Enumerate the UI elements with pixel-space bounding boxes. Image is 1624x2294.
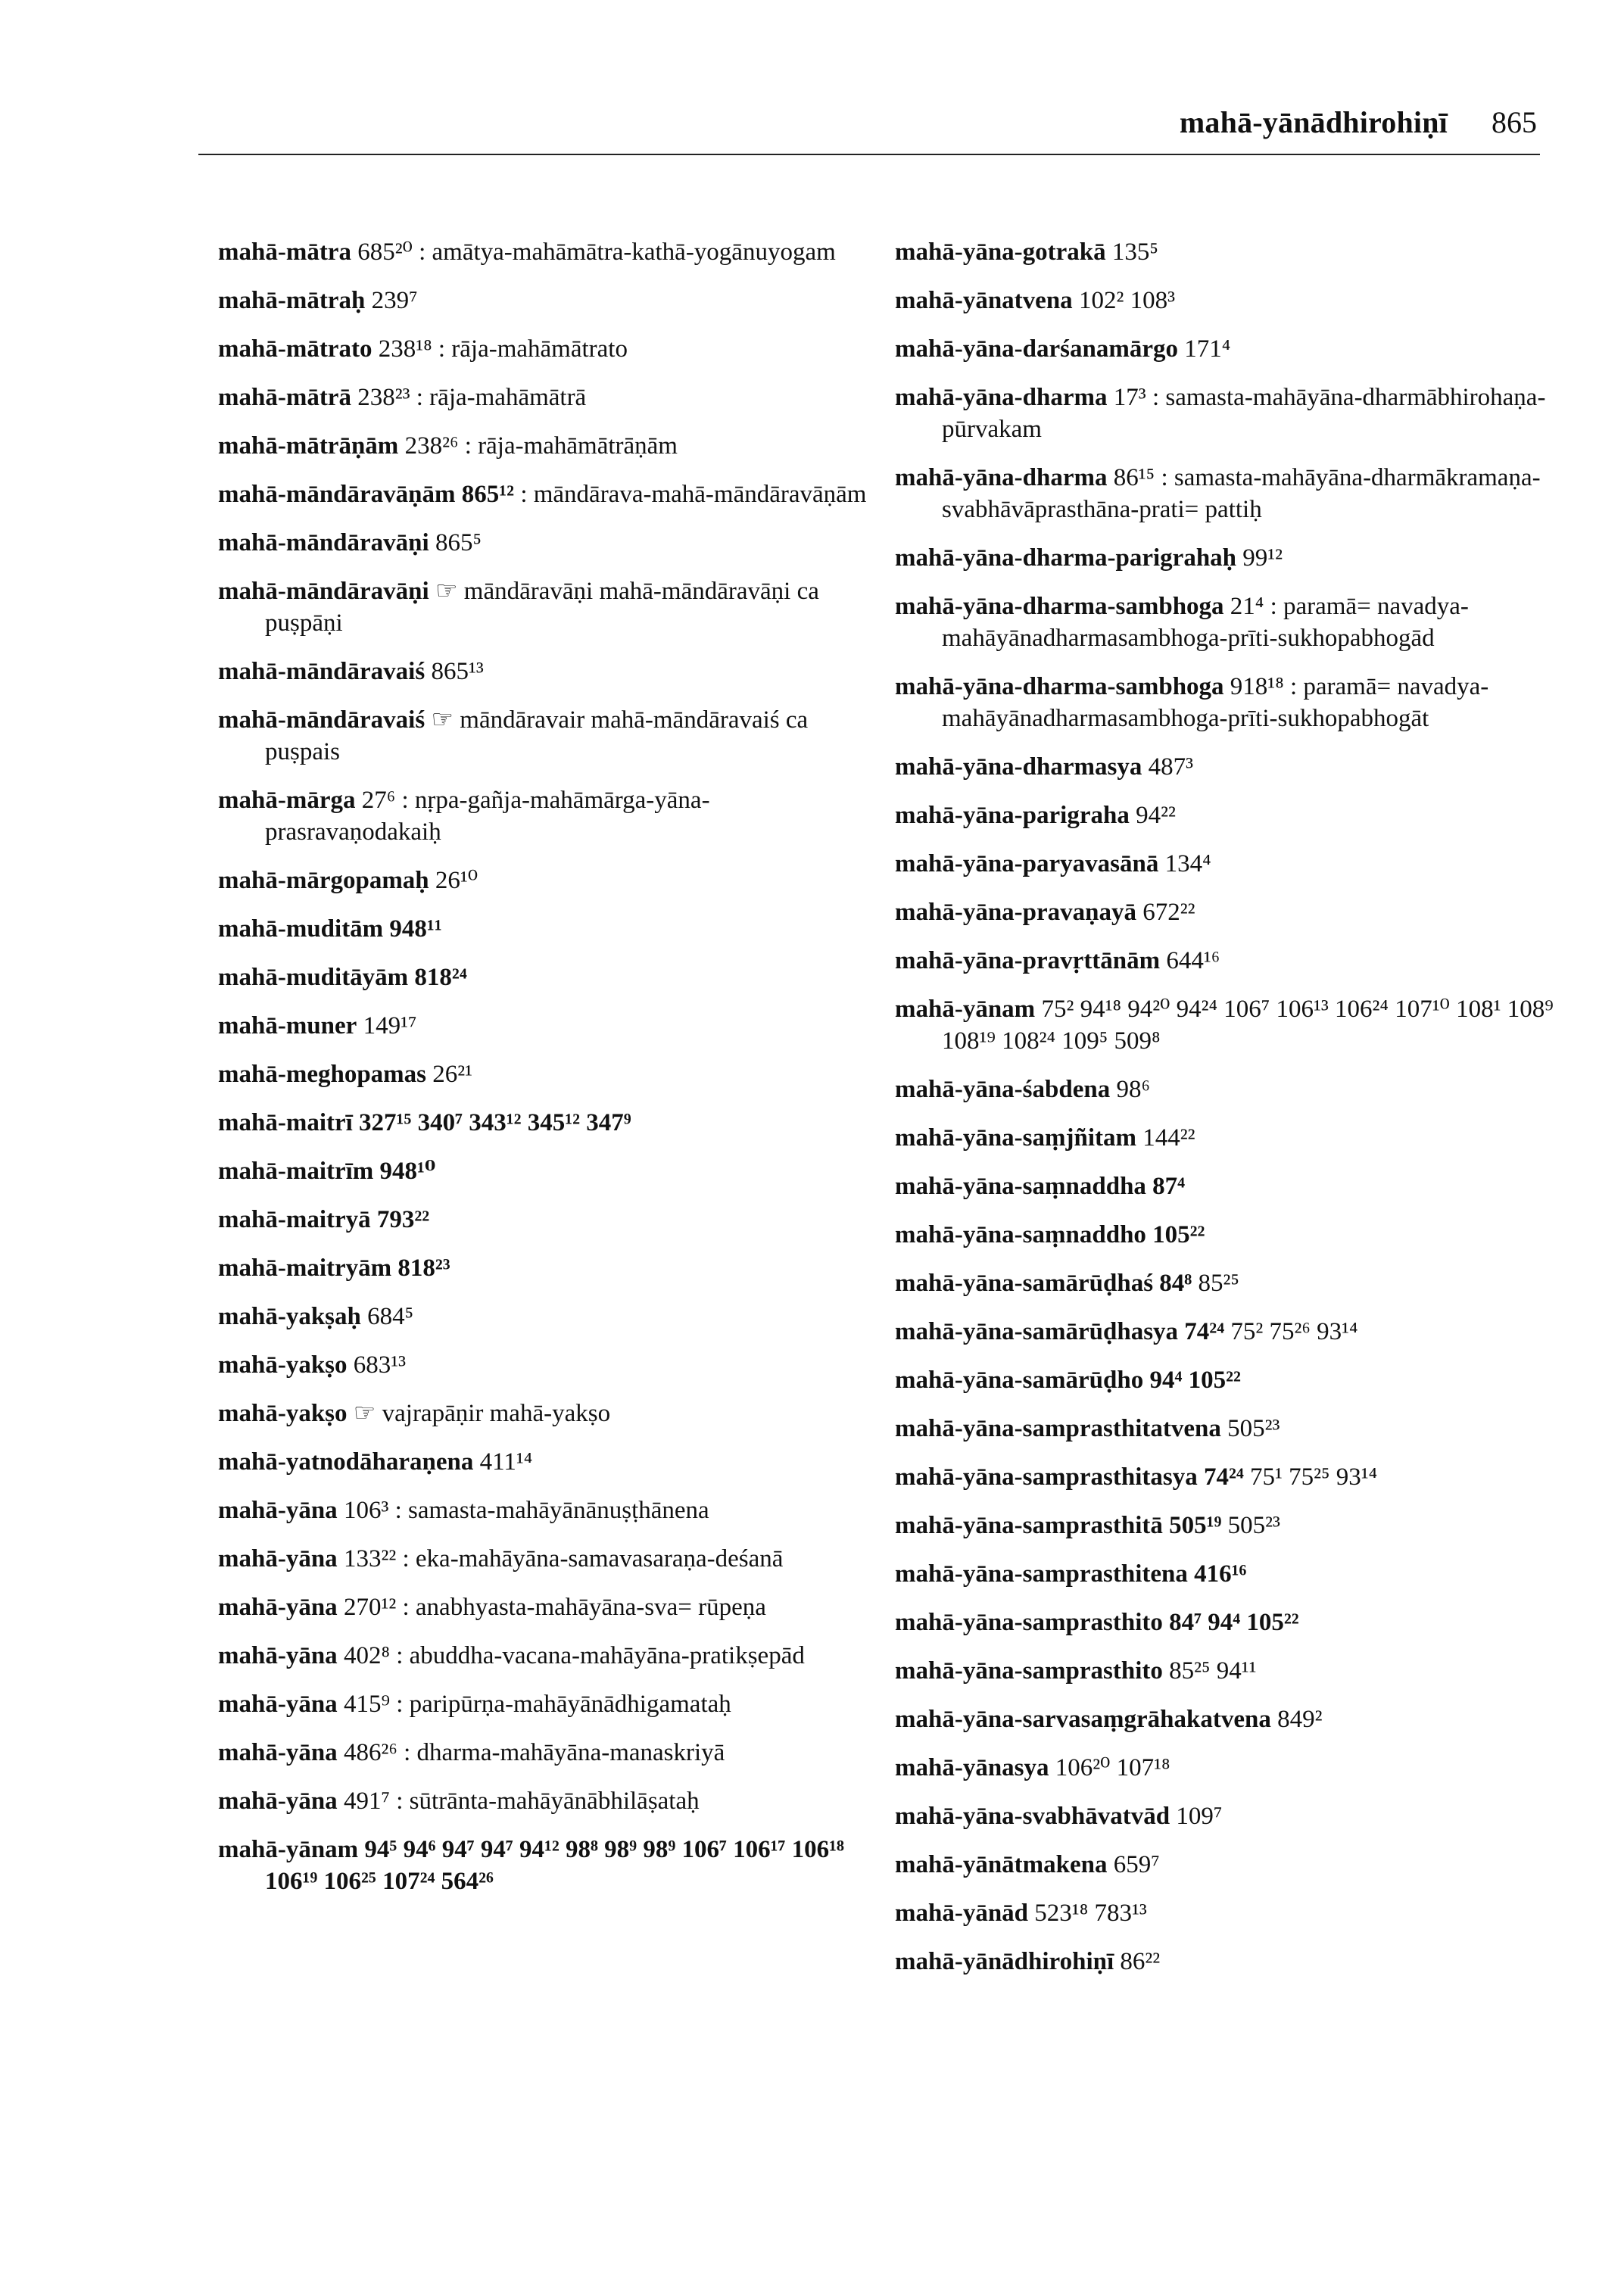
entry-headword: mahā-mātrāṇām	[218, 432, 399, 460]
header-rule	[198, 154, 1540, 155]
entry-headword: mahā-yāna	[218, 1788, 338, 1815]
index-entry	[218, 1834, 884, 1897]
entry-headword: mahā-mātrā	[218, 384, 351, 411]
index-entry	[895, 1413, 1561, 1445]
index-entry	[218, 1446, 884, 1478]
entry-headword: mahā-yāna	[218, 1545, 338, 1572]
right-column	[895, 236, 1561, 1994]
index-entry	[218, 1688, 884, 1720]
running-head	[1113, 104, 1537, 140]
entry-gloss: : samasta-mahāyānānuṣṭhānena	[394, 1497, 709, 1524]
entry-headword: mahā-yānād	[895, 1900, 1029, 1927]
index-entry	[218, 1252, 884, 1284]
entry-gloss: : rāja-mahāmātrā	[416, 384, 587, 411]
index-entry	[218, 962, 884, 993]
entry-gloss: : paripūrṇa-mahāyānādhigamataḥ	[396, 1691, 731, 1718]
entry-references: 109⁷	[1176, 1803, 1223, 1830]
index-entry	[218, 1495, 884, 1526]
entry-headword: mahā-yakṣaḥ	[218, 1303, 361, 1330]
index-entry	[895, 1316, 1561, 1348]
entry-references: ☞	[431, 706, 454, 734]
entry-gloss: : rāja-mahāmātrāṇām	[464, 432, 678, 460]
entry-references: 86²²	[1120, 1948, 1161, 1975]
index-entry	[895, 382, 1561, 445]
entry-references: 26²¹	[432, 1061, 473, 1088]
entry-references: 402⁸	[343, 1642, 390, 1669]
entry-gloss: : dharma-mahāyāna-manaskriyā	[404, 1739, 725, 1766]
index-entry	[895, 896, 1561, 928]
entry-references: 26¹⁰	[435, 867, 478, 894]
entry-headword: mahā-yāna-samprasthito 84⁷ 94⁴ 105²²	[895, 1609, 1299, 1636]
index-entry	[218, 1155, 884, 1187]
entry-headword: mahā-yāna-samārūḍho 94⁴ 105²²	[895, 1367, 1241, 1394]
index-entry	[895, 1510, 1561, 1541]
entry-gloss: māndāravair mahā-māndāravaiś ca puṣpais	[265, 706, 809, 765]
index-entry	[895, 591, 1561, 654]
entry-references: 17³	[1113, 384, 1146, 411]
entry-references: 486²⁶	[343, 1739, 397, 1766]
entry-references: 85²⁵	[1198, 1270, 1239, 1297]
entry-headword: mahā-mātraḥ	[218, 287, 366, 314]
entry-headword: mahā-yānam	[895, 996, 1036, 1023]
index-entry	[895, 1461, 1561, 1493]
entry-references: 106²⁰	[1055, 1754, 1111, 1781]
entry-headword: mahā-yāna-samprasthitā 505¹⁹	[895, 1512, 1222, 1539]
entry-references: 135⁵	[1111, 238, 1158, 266]
entry-headword: mahā-yānam 94⁵ 94⁶ 94⁷ 94⁷ 94¹² 98⁸ 98⁹ 98⁹ 106⁷ 106¹⁷ 106¹⁸ 106¹⁹ 106²⁵ 107²⁴ 564²⁶	[218, 1836, 844, 1895]
entry-headword: mahā-muner	[218, 1012, 357, 1039]
index-entry	[895, 333, 1561, 365]
entry-headword: mahā-yāna-dharmasya	[895, 753, 1142, 781]
entry-headword: mahā-māndāravāṇi	[218, 578, 429, 605]
entry-gloss: : samasta-mahāyāna-dharmākramaṇa-svabhāvāprasthāna-prati= pattiḥ	[942, 464, 1541, 523]
entry-headword: mahā-yāna-samprasthitatvena	[895, 1415, 1221, 1442]
entry-references: 487³	[1148, 753, 1194, 781]
entry-headword: mahā-yakṣo	[218, 1400, 348, 1427]
left-column	[218, 236, 884, 1914]
entry-references: 133²²	[343, 1545, 397, 1572]
entry-references: 239⁷	[371, 287, 418, 314]
entry-gloss: : abuddha-vacana-mahāyāna-pratikṣepād	[396, 1642, 805, 1669]
entry-headword: mahā-maitrī 327¹⁵ 340⁷ 343¹² 345¹² 347⁹	[218, 1109, 631, 1136]
entry-headword: mahā-yāna-samprasthitena 416¹⁶	[895, 1560, 1247, 1588]
entry-headword: mahā-yānādhirohiṇī	[895, 1948, 1114, 1975]
entry-gloss: 75²⁶ 93¹⁴	[1269, 1318, 1358, 1345]
index-entry	[218, 430, 884, 462]
entry-references: 505²³	[1227, 1512, 1280, 1539]
entry-headword: mahā-yāna-dharma	[895, 464, 1108, 491]
entry-references: 683¹³	[353, 1351, 407, 1379]
entry-headword: mahā-mārgopamaḥ	[218, 867, 429, 894]
index-entry	[895, 462, 1561, 525]
index-entry	[895, 1752, 1561, 1784]
entry-headword: mahā-mātra	[218, 238, 351, 266]
entry-references: 644¹⁶	[1166, 947, 1220, 974]
index-entry	[218, 784, 884, 848]
index-entry	[895, 671, 1561, 734]
entry-headword: mahā-yāna-samprasthitasya 74²⁴	[895, 1463, 1244, 1491]
entry-headword: mahā-yāna-svabhāvatvād	[895, 1803, 1170, 1830]
entry-references: 85²⁵ 94¹¹	[1169, 1657, 1257, 1685]
entry-headword: mahā-yatnodāharaṇena	[218, 1448, 474, 1476]
entry-gloss: : samasta-mahāyāna-dharmābhirohaṇa-pūrvakam	[942, 384, 1546, 443]
index-entry	[895, 1219, 1561, 1251]
entry-references: 94²²	[1136, 802, 1176, 829]
entry-headword: mahā-māndāravāṇi	[218, 529, 429, 556]
index-entry	[895, 542, 1561, 574]
entry-headword: mahā-māndāravaiś	[218, 658, 425, 685]
index-entry	[895, 285, 1561, 316]
index-entry	[218, 704, 884, 768]
entry-references: 238²⁶	[404, 432, 459, 460]
index-entry	[895, 848, 1561, 880]
entry-headword: mahā-muditām 948¹¹	[218, 915, 442, 943]
entry-headword: mahā-maitryām 818²³	[218, 1255, 450, 1282]
entry-references: 171⁴	[1184, 335, 1231, 363]
entry-headword: mahā-māndāravāṇām 865¹²	[218, 481, 515, 508]
entry-headword: mahā-yāna-dharma	[895, 384, 1108, 411]
entry-references: 865¹³	[431, 658, 484, 685]
entry-headword: mahā-yāna-parigraha	[895, 802, 1130, 829]
entry-gloss: māndāravāṇi mahā-māndāravāṇi ca puṣpāṇi	[265, 578, 819, 637]
entry-headword: mahā-yāna-samārūḍhasya 74²⁴	[895, 1318, 1225, 1345]
entry-references: 27⁶	[361, 787, 396, 814]
index-entry	[895, 1849, 1561, 1881]
entry-gloss: : paramā= navadya-mahāyānadharmasambhoga-prīti-sukhopabhogāt	[942, 673, 1489, 732]
index-entry	[895, 1558, 1561, 1590]
entry-references: 849²	[1277, 1706, 1323, 1733]
entry-headword: mahā-mārga	[218, 787, 356, 814]
entry-gloss: : eka-mahāyāna-samavasaraṇa-deśanā	[402, 1545, 784, 1572]
running-title: mahā-yānādhirohiṇī	[1179, 105, 1448, 139]
entry-references: 99¹²	[1242, 544, 1283, 572]
index-entry	[895, 1267, 1561, 1299]
entry-headword: mahā-yānātmakena	[895, 1851, 1108, 1878]
entry-headword: mahā-yāna-dharma-sambhoga	[895, 673, 1224, 700]
entry-references: ☞	[435, 578, 458, 605]
index-entry	[895, 236, 1561, 268]
index-entry	[218, 865, 884, 896]
entry-references: 75² 94¹⁸ 94²⁰ 94²⁴ 106⁷ 106¹³ 106²⁴ 107¹⁰ 108¹ 108⁹ 108¹⁹ 108²⁴ 109⁵ 509⁸	[942, 996, 1554, 1055]
entry-gloss: : māndārava-mahā-māndāravāṇām	[520, 481, 867, 508]
index-entry	[895, 1800, 1561, 1832]
index-entry	[218, 1301, 884, 1332]
entry-references: 134⁴	[1164, 850, 1211, 877]
index-entry	[895, 1170, 1561, 1202]
entry-gloss: : anabhyasta-mahāyāna-sva= rūpeṇa	[402, 1594, 766, 1621]
index-entry	[218, 1785, 884, 1817]
index-entry	[218, 1737, 884, 1769]
entry-references: 98⁶	[1116, 1076, 1150, 1103]
entry-headword: mahā-yānatvena	[895, 287, 1073, 314]
entry-headword: mahā-yāna-saṃnaddho 105²²	[895, 1221, 1205, 1248]
index-entry	[218, 478, 884, 510]
index-entry	[895, 1703, 1561, 1735]
entry-headword: mahā-maitryā 793²²	[218, 1206, 430, 1233]
index-entry	[218, 913, 884, 945]
index-entry	[218, 1640, 884, 1672]
index-entry	[895, 993, 1561, 1057]
entry-references: 685²⁰	[357, 238, 413, 266]
index-entry	[218, 236, 884, 268]
index-entry	[895, 799, 1561, 831]
entry-references: 102² 108³	[1078, 287, 1175, 314]
index-entry	[895, 1946, 1561, 1978]
entry-references: 411¹⁴	[479, 1448, 533, 1476]
index-entry	[218, 285, 884, 316]
entry-references: ☞	[353, 1400, 376, 1427]
index-entry	[895, 751, 1561, 783]
entry-headword: mahā-yāna-sarvasaṃgrāhakatvena	[895, 1706, 1271, 1733]
entry-references: 505²³	[1227, 1415, 1280, 1442]
entry-headword: mahā-yāna-pravaṇayā	[895, 899, 1137, 926]
index-entry	[895, 1122, 1561, 1154]
entry-headword: mahā-yāna-śabdena	[895, 1076, 1111, 1103]
entry-references: 144²²	[1142, 1124, 1195, 1152]
entry-headword: mahā-yāna-samārūḍhaś 84⁸	[895, 1270, 1192, 1297]
entry-references: 491⁷	[343, 1788, 390, 1815]
entry-headword: mahā-maitrīm 948¹⁰	[218, 1158, 436, 1185]
index-entry	[218, 1591, 884, 1623]
index-entry	[895, 1364, 1561, 1396]
entry-references: 684⁵	[367, 1303, 414, 1330]
entry-references: 523¹⁸ 783¹³	[1034, 1900, 1147, 1927]
index-entry	[218, 575, 884, 639]
entry-gloss: 107¹⁸	[1116, 1754, 1170, 1781]
index-entry	[218, 1107, 884, 1139]
entry-references: 918¹⁸	[1230, 673, 1284, 700]
index-entry	[218, 1010, 884, 1042]
entry-headword: mahā-yāna	[218, 1497, 338, 1524]
index-entry	[218, 527, 884, 559]
entry-references: 659⁷	[1113, 1851, 1160, 1878]
entry-headword: mahā-yānasya	[895, 1754, 1049, 1781]
entry-gloss: vajrapāṇir mahā-yakṣo	[382, 1400, 611, 1427]
entry-headword: mahā-meghopamas	[218, 1061, 427, 1088]
index-entry	[895, 1607, 1561, 1638]
entry-headword: mahā-yāna-paryavasānā	[895, 850, 1159, 877]
entry-references: 672²²	[1142, 899, 1195, 926]
entry-headword: mahā-yāna	[218, 1739, 338, 1766]
index-entry	[895, 1655, 1561, 1687]
entry-gloss: : nṛpa-gañja-mahāmārga-yāna-prasravaṇodakaiḥ	[265, 787, 710, 846]
entry-references: 865⁵	[435, 529, 482, 556]
entry-gloss: 75²⁵ 93¹⁴	[1289, 1463, 1378, 1491]
index-entry	[218, 333, 884, 365]
index-entry	[218, 1349, 884, 1381]
entry-references: 238¹⁸	[378, 335, 432, 363]
entry-headword: mahā-yāna	[218, 1642, 338, 1669]
entry-headword: mahā-yāna-samprasthito	[895, 1657, 1163, 1685]
entry-references: 21⁴	[1230, 593, 1264, 620]
entry-headword: mahā-yāna-saṃnaddha 87⁴	[895, 1173, 1186, 1200]
entry-headword: mahā-yakṣo	[218, 1351, 348, 1379]
entry-headword: mahā-yāna-dharma-parigrahaḥ	[895, 544, 1237, 572]
entry-headword: mahā-muditāyām 818²⁴	[218, 964, 467, 991]
entry-headword: mahā-yāna-pravṛttānām	[895, 947, 1161, 974]
entry-headword: mahā-yāna-darśanamārgo	[895, 335, 1179, 363]
entry-headword: mahā-yāna	[218, 1594, 338, 1621]
entry-headword: mahā-yāna	[218, 1691, 338, 1718]
entry-gloss: : sūtrānta-mahāyānābhilāṣataḥ	[396, 1788, 700, 1815]
entry-headword: mahā-māndāravaiś	[218, 706, 425, 734]
entry-references: 270¹²	[343, 1594, 397, 1621]
index-entry	[218, 1543, 884, 1575]
index-entry	[218, 1398, 884, 1429]
page-number: 865	[1492, 105, 1537, 139]
index-entry	[895, 945, 1561, 977]
entry-headword: mahā-yāna-dharma-sambhoga	[895, 593, 1224, 620]
entry-references: 238²³	[357, 384, 410, 411]
entry-headword: mahā-yāna-saṃjñitam	[895, 1124, 1136, 1152]
entry-gloss: : amātya-mahāmātra-kathā-yogānuyogam	[419, 238, 836, 266]
entry-headword: mahā-yāna-gotrakā	[895, 238, 1106, 266]
entry-references: 149¹⁷	[363, 1012, 417, 1039]
entry-headword: mahā-mātrato	[218, 335, 372, 363]
index-entry	[895, 1897, 1561, 1929]
entry-references: 106³	[343, 1497, 389, 1524]
entry-references: 415⁹	[343, 1691, 390, 1718]
entry-gloss: : paramā= navadya-mahāyānadharmasambhoga-prīti-sukhopabhogād	[942, 593, 1469, 652]
entry-references: 75¹	[1249, 1463, 1283, 1491]
entry-references: 86¹⁵	[1113, 464, 1155, 491]
index-entry	[895, 1074, 1561, 1105]
entry-gloss: : rāja-mahāmātrato	[438, 335, 628, 363]
index-entry	[218, 1058, 884, 1090]
index-entry	[218, 656, 884, 687]
entry-references: 75²	[1230, 1318, 1264, 1345]
index-entry	[218, 382, 884, 413]
index-entry	[218, 1204, 884, 1236]
